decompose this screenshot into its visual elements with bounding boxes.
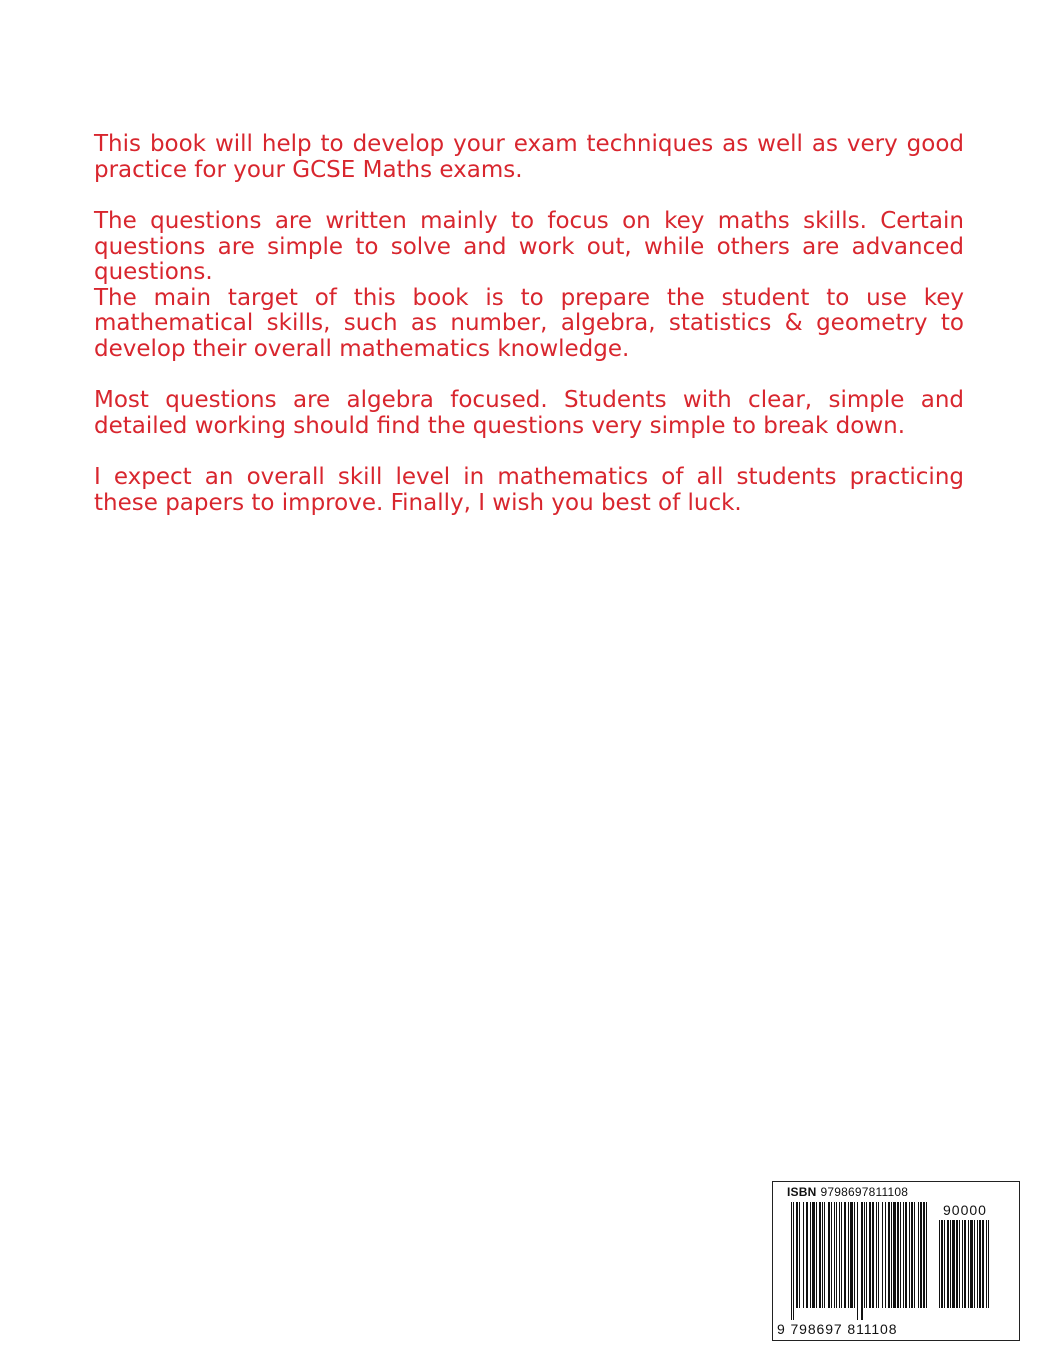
barcode-bar	[850, 1202, 853, 1308]
barcode-bar	[828, 1202, 830, 1308]
barcode-bar	[854, 1202, 855, 1308]
barcode-bar	[974, 1220, 975, 1308]
isbn-line	[787, 1185, 908, 1199]
barcode-bar	[824, 1202, 825, 1308]
barcode-bar	[982, 1220, 984, 1308]
paragraph-gap	[94, 362, 964, 388]
barcode-digits: 9 798697 811108	[777, 1321, 898, 1337]
barcode-bar	[799, 1202, 800, 1308]
barcode-bar	[893, 1202, 896, 1308]
barcode-bar	[803, 1202, 804, 1308]
barcode-bar	[791, 1202, 792, 1320]
barcode-bar	[918, 1202, 919, 1308]
paragraph-algebra: Most questions are algebra focused. Students with clear, simple and detailed working should find the questions very simple to break down.	[94, 387, 964, 439]
barcode-bar	[962, 1220, 963, 1308]
barcode-bar	[882, 1202, 883, 1308]
isbn-barcode	[772, 1181, 1020, 1341]
barcode-bar	[897, 1202, 899, 1308]
barcode-bar	[909, 1202, 910, 1308]
paragraph-gap	[94, 439, 964, 465]
barcode-bar	[793, 1202, 794, 1320]
barcode-bar	[848, 1202, 849, 1308]
barcode-bar	[864, 1202, 865, 1308]
barcode-bar	[952, 1220, 955, 1308]
barcode-bar	[926, 1202, 927, 1308]
barcode-bar	[812, 1202, 815, 1308]
barcode-bar	[866, 1202, 867, 1308]
barcode-bar	[872, 1202, 874, 1308]
barcode-bar	[878, 1202, 879, 1308]
barcode-bar	[844, 1202, 846, 1308]
paragraph-intro: This book will help to develop your exam techniques as well as very good practice for your GCSE Maths exams.	[94, 131, 964, 183]
barcode-bar	[857, 1202, 858, 1320]
barcode-bar	[988, 1220, 989, 1308]
barcode-bar	[939, 1220, 940, 1308]
paragraph-closing: I expect an overall skill level in mathematics of all students practicing these papers to improve. Finally, I wish you best of luck.	[94, 464, 964, 516]
barcode-bar	[986, 1220, 987, 1308]
barcode-bar	[796, 1202, 798, 1308]
barcode-bar	[806, 1202, 808, 1308]
barcode-bar	[819, 1202, 821, 1308]
barcode-bar	[834, 1202, 835, 1308]
isbn-number: 9798697811108	[820, 1185, 909, 1199]
barcode-bar	[979, 1220, 981, 1308]
barcode-bar	[970, 1220, 973, 1308]
barcode-bar	[836, 1202, 837, 1308]
barcode-bar	[923, 1202, 925, 1308]
barcode-bar	[885, 1202, 886, 1308]
isbn-label: ISBN	[787, 1185, 817, 1199]
barcode-bar	[941, 1220, 943, 1308]
barcode-bar	[822, 1202, 823, 1308]
barcode-bar	[861, 1202, 863, 1320]
paragraph-questions: The questions are written mainly to focus on key maths skills. Certain questions are simple to solve and work out, while others are advanced questions.	[94, 208, 964, 285]
barcode-bar	[891, 1202, 892, 1308]
barcode-bar	[831, 1202, 832, 1308]
barcode-bar	[959, 1220, 960, 1308]
barcode-bar	[964, 1220, 966, 1308]
description-text	[94, 132, 964, 516]
barcode-bar	[956, 1220, 958, 1308]
barcode-bar	[950, 1220, 951, 1308]
barcode-bar	[905, 1202, 907, 1308]
barcode-bar	[888, 1202, 890, 1308]
barcode-bar	[920, 1202, 922, 1308]
barcode-bar	[968, 1220, 969, 1308]
barcode-bar	[944, 1220, 945, 1308]
barcode-bar	[977, 1220, 978, 1308]
barcode-bar	[810, 1202, 811, 1308]
barcode-bar	[947, 1220, 949, 1308]
barcode-bar	[876, 1202, 877, 1308]
barcode-bar	[900, 1202, 901, 1308]
addon-barcode-bars	[939, 1220, 1007, 1322]
paragraph-gap	[94, 183, 964, 209]
addon-digits: 90000	[943, 1202, 987, 1218]
barcode-bar	[911, 1202, 913, 1308]
paragraph-target: The main target of this book is to prepare the student to use key mathematical skills, such as number, algebra, statistics & geometry to develop their overall mathematics knowledge.	[94, 284, 964, 362]
barcode-bar	[869, 1202, 871, 1308]
barcode-bar	[839, 1202, 840, 1308]
barcode-bar	[903, 1202, 904, 1308]
barcode-bar	[914, 1202, 915, 1308]
barcode-bar	[841, 1202, 842, 1308]
barcode-bar	[816, 1202, 817, 1308]
main-barcode-bars	[791, 1202, 931, 1324]
